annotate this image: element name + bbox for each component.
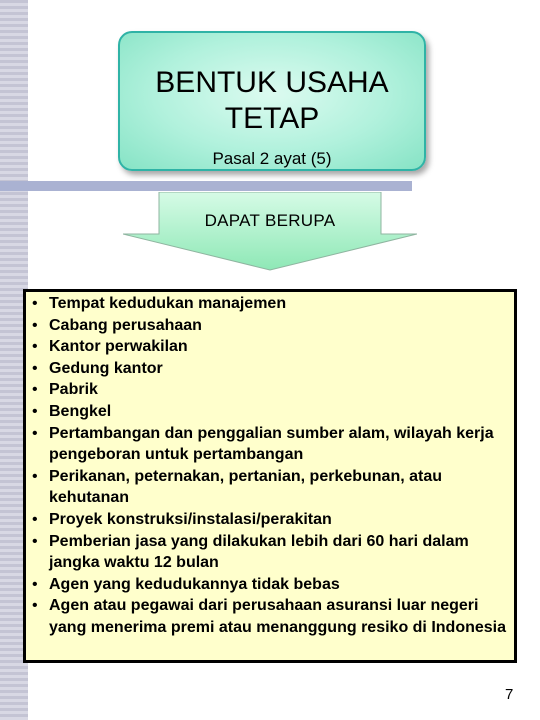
list-item-text: Agen atau pegawai dari perusahaan asuransi luar negeri yang menerima premi atau menanggung resiko di Indonesia — [49, 597, 506, 636]
list-item-text: Pabrik — [49, 381, 98, 399]
page-number: 7 — [505, 686, 514, 703]
list-item — [26, 293, 514, 315]
list-item — [26, 315, 514, 337]
list-item — [26, 401, 514, 423]
bullet-icon: • — [32, 338, 38, 356]
list-item-text: Cabang perusahaan — [49, 316, 202, 334]
list-item-text: Tempat kedudukan manajemen — [49, 295, 287, 312]
slide-subtitle: Pasal 2 ayat (5) — [212, 149, 332, 168]
bullet-icon: • — [32, 402, 38, 420]
list-item — [26, 509, 514, 531]
content-box — [23, 289, 517, 663]
list-item — [26, 336, 514, 358]
title-box — [118, 31, 426, 171]
list-item — [26, 595, 514, 638]
list-item-text: Kantor perwakilan — [49, 338, 188, 356]
list-item — [26, 466, 514, 509]
bullet-icon: • — [32, 295, 38, 312]
bullet-icon: • — [32, 424, 38, 442]
list-item-text: Proyek konstruksi/instalasi/perakitan — [49, 510, 332, 528]
bullet-icon: • — [32, 381, 38, 399]
list-item — [26, 423, 514, 466]
bullet-icon: • — [32, 467, 38, 485]
list-item-text: Gedung kantor — [49, 359, 163, 377]
down-arrow-icon — [123, 192, 417, 272]
bullet-icon: • — [32, 316, 38, 334]
slide-title: BENTUK USAHA TETAP — [155, 66, 389, 135]
bullet-icon: • — [32, 510, 38, 528]
list-item-text: Agen yang kedudukannya tidak bebas — [49, 575, 340, 593]
bullet-icon: • — [32, 359, 38, 377]
bullet-list — [26, 292, 514, 639]
list-item — [26, 574, 514, 596]
list-item-text: Pertambangan dan penggalian sumber alam, wilayah kerja pengeboran untuk pertambangan — [49, 424, 494, 464]
decorative-horizontal-bar — [0, 181, 412, 191]
list-item — [26, 531, 514, 574]
list-item — [26, 358, 514, 380]
list-item-text: Bengkel — [49, 402, 112, 420]
bullet-icon: • — [32, 532, 38, 550]
list-item — [26, 379, 514, 401]
list-item-text: Perikanan, peternakan, pertanian, perkebunan, atau kehutanan — [49, 467, 443, 507]
arrow-label: DAPAT BERUPA — [204, 211, 336, 230]
bullet-icon: • — [32, 575, 38, 593]
bullet-icon: • — [32, 597, 38, 615]
list-item-text: Pemberian jasa yang dilakukan lebih dari 60 hari dalam jangka waktu 12 bulan — [49, 532, 469, 572]
